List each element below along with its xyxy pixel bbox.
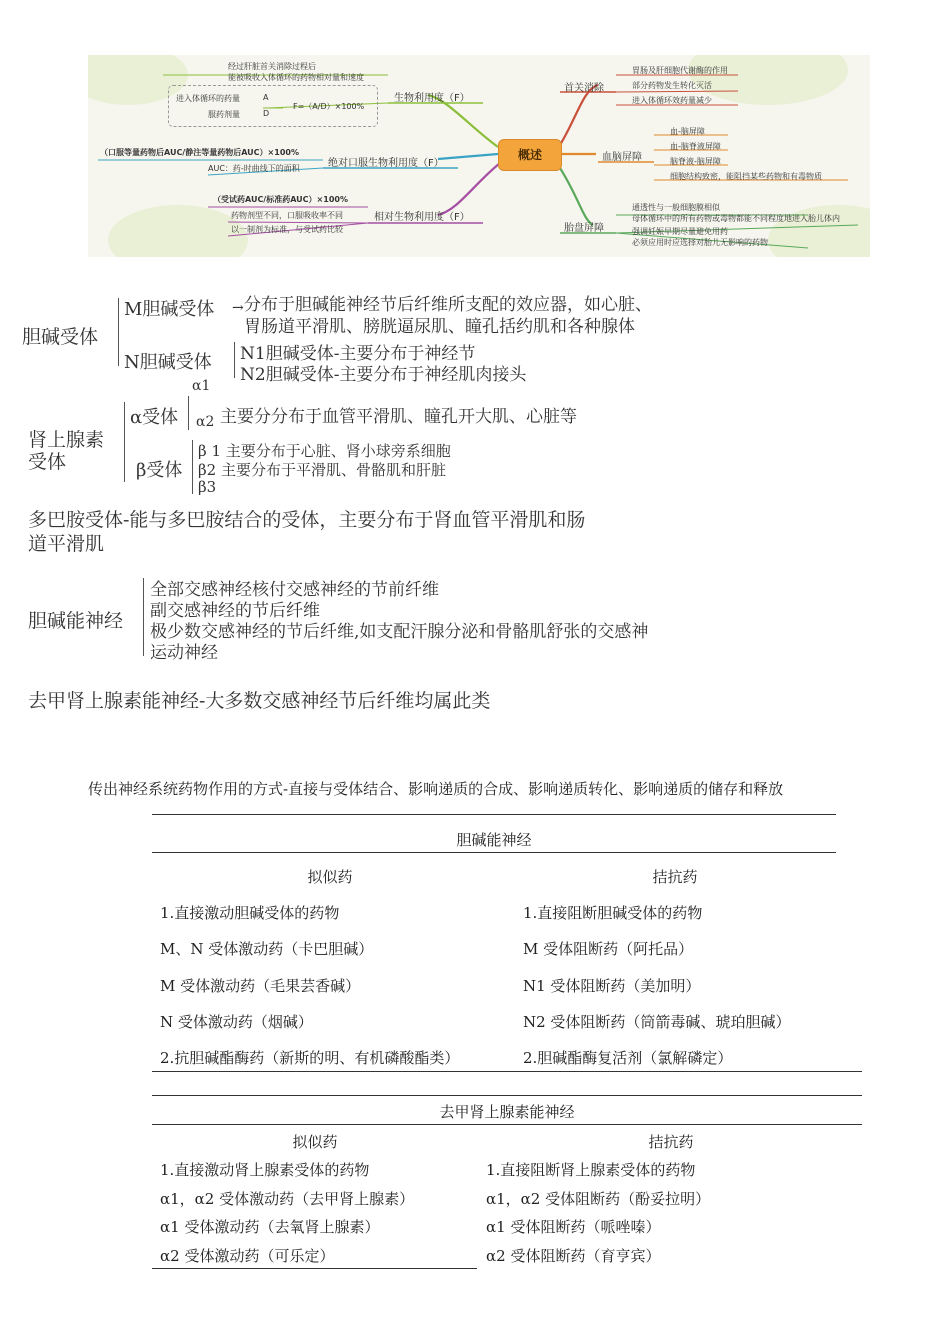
placenta-item: 必须应用时应选择对胎儿无影响的药物 <box>632 238 768 247</box>
n-receptor-label: N胆碱受体 <box>124 352 212 373</box>
beta2-desc: β2 主要分布于平滑肌、骨骼肌和肝脏 <box>198 461 446 479</box>
table1-cell: M、N 受体激动药（卡巴胆碱） <box>160 940 374 958</box>
table2-cell: 1.直接阻断肾上腺素受体的药物 <box>486 1161 696 1179</box>
alpha1-label: α1 <box>192 378 211 394</box>
first-pass-label: 首关消除 <box>564 83 604 94</box>
beta3-label: β3 <box>198 478 217 496</box>
bioavail-row1-symbol: A <box>263 93 269 102</box>
table1-cell: M 受体激动药（毛果芸香碱） <box>160 977 361 995</box>
absolute-note: AUC：药-时曲线下的面积 <box>208 164 300 173</box>
table1-cell: N2 受体阻断药（筒箭毒碱、琥珀胆碱） <box>523 1013 791 1031</box>
table1-col2-header: 拮抗药 <box>652 868 698 886</box>
dopamine-receptor-1: 多巴胺受体-能与多巴胺结合的受体，主要分布于肾血管平滑肌和肠 <box>28 509 586 531</box>
bioavail-note-1: 经过肝脏首关消除过程后 <box>228 62 316 71</box>
first-pass-item: 进入体循环效药量减少 <box>632 96 712 105</box>
table-rule <box>152 814 836 815</box>
beta-receptor-label: β受体 <box>136 460 183 481</box>
placenta-item: 通透性与一般细胞膜相似 <box>632 203 720 212</box>
noradrenergic-nerve: 去甲肾上腺素能神经-大多数交感神经节后纤维均属此类 <box>28 690 491 712</box>
first-pass-item: 部分药物发生转化灭活 <box>632 81 712 90</box>
table1-cell: 1.直接阻断胆碱受体的药物 <box>523 904 703 922</box>
brace <box>234 342 235 378</box>
bbb-item: 脑脊液-脑屏障 <box>670 157 721 166</box>
relative-note-1: 药物剂型不同，口服吸收率不同 <box>231 211 343 220</box>
table1-col1-header: 拟似药 <box>307 868 353 886</box>
bioavail-row2-label: 服药剂量 <box>208 110 240 119</box>
table-rule <box>152 1268 477 1269</box>
table1-cell: N 受体激动药（烟碱） <box>160 1013 313 1031</box>
cholinergic-nerve-item: 全部交感神经核付交感神经的节前纤维 <box>150 580 439 600</box>
bioavail-row1-label: 进入体循环的药量 <box>176 94 240 103</box>
table2-cell: α1 受体激动药（去氧肾上腺素） <box>160 1218 380 1236</box>
n1-receptor: N1胆碱受体-主要分布于神经节 <box>240 344 476 364</box>
table2-cell: α1 受体阻断药（哌唑嗪） <box>486 1218 661 1236</box>
brace <box>192 440 193 494</box>
table1-cell: 1.直接激动胆碱受体的药物 <box>160 904 340 922</box>
cholinergic-nerve-item: 运动神经 <box>150 643 218 663</box>
alpha2-label: α2 <box>196 414 215 430</box>
relative-formula: （受试药AUC/标准药AUC）×100% <box>213 195 348 204</box>
bbb-item: 血-脑脊液屏障 <box>670 142 721 151</box>
m-receptor-desc-2: 胃肠道平滑肌、膀胱逼尿肌、瞳孔括约肌和各种腺体 <box>244 317 635 337</box>
table-rule <box>152 1095 862 1096</box>
table1-cell: 2.胆碱酯酶复活剂（氯解磷定） <box>523 1049 733 1067</box>
beta1-desc: β 1 主要分布于心脏、肾小球旁系细胞 <box>198 442 451 460</box>
table1-cell: M 受体阻断药（阿托品） <box>523 940 694 958</box>
table2-cell: α2 受体阻断药（育亨宾） <box>486 1247 661 1265</box>
relative-note-2: 以一制剂为标准，与受试药比较 <box>231 225 343 234</box>
alpha-receptor-desc: 主要分分布于血管平滑肌、瞳孔开大肌、心脏等 <box>220 407 577 427</box>
table2-cell: α2 受体激动药（可乐定） <box>160 1247 335 1265</box>
table2-cell: 1.直接激动肾上腺素受体的药物 <box>160 1161 370 1179</box>
cholinergic-receptor-heading: 胆碱受体 <box>22 326 99 348</box>
absolute-label: 绝对口服生物利用度（F） <box>328 158 444 169</box>
adrenergic-receptor-heading-2: 受体 <box>28 451 67 473</box>
bioavail-row2-symbol: D <box>263 109 270 118</box>
placenta-item: 母体循环中的所有药物或毒物都能不同程度地进入胎儿体内 <box>632 214 840 223</box>
cholinergic-nerve-heading: 胆碱能神经 <box>28 610 124 632</box>
bbb-label: 血脑屏障 <box>602 152 642 163</box>
bioavail-label: 生物利用度（F） <box>394 93 470 104</box>
table2-cell: α1，α2 受体阻断药（酚妥拉明） <box>486 1190 711 1208</box>
table1-cell: 2.抗胆碱酯酶药（新斯的明、有机磷酸酯类） <box>160 1049 460 1067</box>
m-receptor-desc-1: 分布于胆碱能神经节后纤维所支配的效应器，如心脏、 <box>244 295 652 315</box>
cholinergic-nerve-item: 副交感神经的节后纤维 <box>150 601 320 621</box>
table1-title: 胆碱能神经 <box>456 831 532 849</box>
table1-cell: N1 受体阻断药（美加明） <box>523 977 701 995</box>
placenta-item: 强调妊娠早期尽量避免用药 <box>632 227 728 236</box>
table-rule <box>152 1124 862 1125</box>
alpha-receptor-label: α受体 <box>130 407 179 428</box>
bbb-item: 血-脑屏障 <box>670 127 705 136</box>
bioavail-note-2: 能被吸收入体循环的药物相对量和速度 <box>228 73 364 82</box>
adrenergic-receptor-heading-1: 肾上腺素 <box>28 429 105 451</box>
brace <box>143 578 144 656</box>
bioavail-formula: F=（A/D）×100% <box>293 102 365 111</box>
table2-col2-header: 拮抗药 <box>648 1133 694 1151</box>
table-rule <box>152 852 836 853</box>
placenta-label: 胎盘屏障 <box>564 223 604 234</box>
m-receptor-label: M胆碱受体 <box>124 299 215 320</box>
first-pass-item: 胃肠及肝细胞代谢酶的作用 <box>632 66 728 75</box>
arrow-icon: → <box>232 300 244 316</box>
relative-label: 相对生物利用度（F） <box>374 212 470 223</box>
n2-receptor: N2胆碱受体-主要分布于神经肌肉接头 <box>240 365 527 385</box>
intro-text: 传出神经系统药物作用的方式-直接与受体结合、影响递质的合成、影响递质转化、影响递质的储存和释放 <box>88 780 784 798</box>
mindmap <box>88 55 870 257</box>
bbb-item: 细胞结构致密，能阻挡某些药物和有毒物质 <box>670 172 822 181</box>
cholinergic-nerve-item: 极少数交感神经的节后纤维,如支配汗腺分泌和骨骼肌舒张的交感神 <box>150 622 649 642</box>
table2-title: 去甲肾上腺素能神经 <box>439 1103 575 1121</box>
table-rule <box>152 1071 862 1072</box>
mindmap-center-node: 概述 <box>498 139 562 171</box>
brace <box>118 298 119 366</box>
brace <box>188 396 189 430</box>
table2-cell: α1，α2 受体激动药（去甲肾上腺素） <box>160 1190 415 1208</box>
table2-col1-header: 拟似药 <box>292 1133 338 1151</box>
brace <box>124 402 125 482</box>
absolute-formula: （口服等量药物后AUC/静注等量药物后AUC）×100% <box>100 148 299 157</box>
dopamine-receptor-2: 道平滑肌 <box>28 533 105 555</box>
